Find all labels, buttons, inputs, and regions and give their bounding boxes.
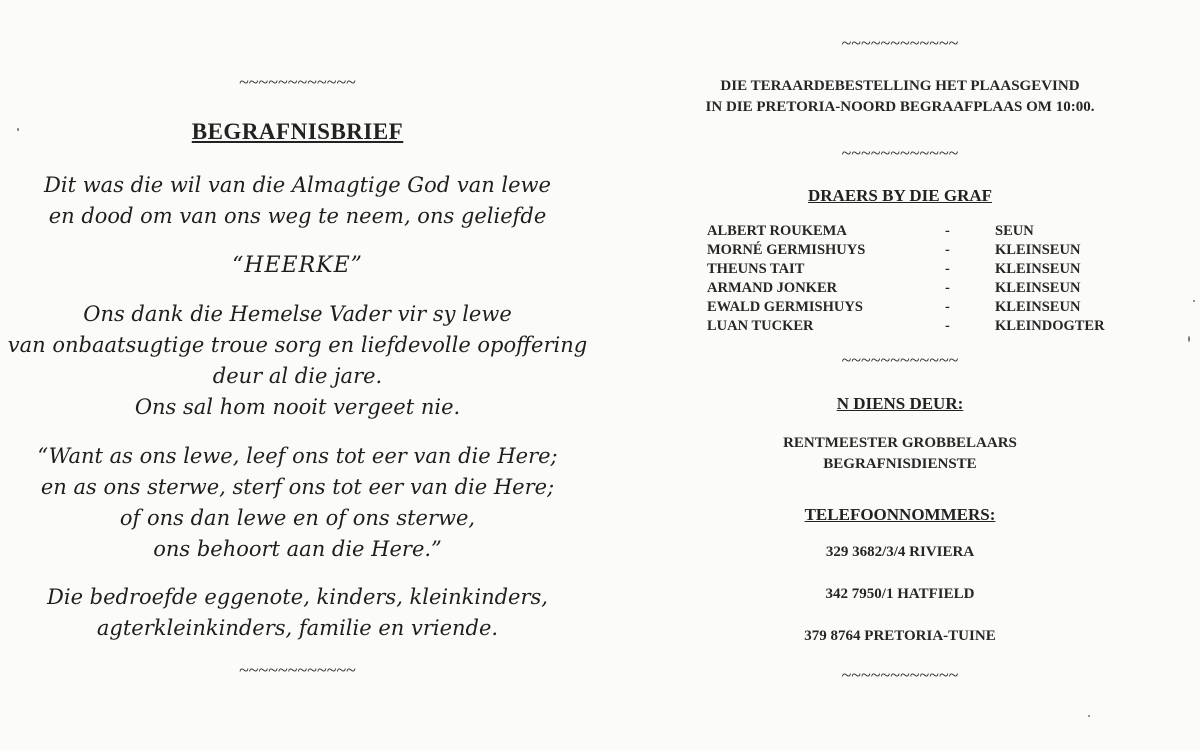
divider-3: ~~~~~~~~~~~~ (841, 350, 959, 370)
bearer-name: THEUNS TAIT (707, 261, 805, 277)
right-panel (600, 0, 1200, 750)
verse-paragraph (0, 441, 595, 565)
verse-line: “Want as ons lewe, leef ons tot eer van die Here; (37, 444, 558, 468)
bearer-dash: - (945, 242, 950, 258)
phone-number: 342 7950/1 HATFIELD (825, 586, 975, 602)
bearer-dash: - (945, 299, 950, 315)
scan-speck (1188, 336, 1190, 342)
divider-2: ~~~~~~~~~~~~ (841, 143, 959, 163)
scan-speck (1088, 715, 1090, 717)
bearer-relation: KLEINSEUN (995, 299, 1081, 315)
service-line: BEGRAFNISDIENSTE (823, 456, 977, 472)
table-row (707, 260, 1137, 279)
bearer-dash: - (945, 261, 950, 277)
bearer-relation: KLEINDOGTER (995, 318, 1105, 334)
verse-line: en as ons sterwe, sterf ons tot eer van die Here; (40, 475, 555, 499)
bearer-dash: - (945, 318, 950, 334)
deceased-name (0, 250, 595, 281)
table-row (707, 298, 1137, 317)
phones-heading: TELEFOONNOMMERS: (804, 505, 996, 524)
name-line: “HEERKE” (232, 253, 363, 278)
family-line: Die bedroefde eggenote, kinders, kleinkinders, (47, 585, 548, 609)
divider-1: ~~~~~~~~~~~~ (841, 33, 959, 53)
burial-line: DIE TERAARDEBESTELLING HET PLAASGEVIND (720, 78, 1080, 94)
bearer-relation: KLEINSEUN (995, 280, 1081, 296)
bearer-name: LUAN TUCKER (707, 318, 814, 334)
page-title: BEGRAFNISBRIEF (191, 119, 404, 144)
thanks-line: Ons sal hom nooit vergeet nie. (134, 395, 461, 419)
bearer-relation: KLEINSEUN (995, 261, 1081, 277)
bearer-relation: KLEINSEUN (995, 242, 1081, 258)
phone-number: 329 3682/3/4 RIVIERA (825, 544, 975, 560)
bearer-name: MORNÉ GERMISHUYS (707, 242, 866, 258)
bearer-name: ARMAND JONKER (707, 280, 838, 296)
left-panel (0, 0, 595, 750)
bearers-table (707, 222, 1137, 336)
thanks-line: van onbaatsugtige troue sorg en liefdevolle opoffering (7, 333, 588, 357)
burial-line: IN DIE PRETORIA-NOORD BEGRAAFPLAAS OM 10:00. (705, 99, 1095, 115)
family-line: agterkleinkinders, familie en vriende. (96, 616, 499, 640)
phone-number: 379 8764 PRETORIA-TUINE (804, 628, 996, 644)
bearer-name: EWALD GERMISHUYS (707, 299, 863, 315)
table-row (707, 222, 1137, 241)
verse-line: of ons dan lewe en of ons sterwe, (119, 506, 476, 530)
intro-line: Dit was die wil van die Almagtige God van lewe (44, 173, 551, 197)
divider-4: ~~~~~~~~~~~~ (841, 665, 959, 685)
table-row (707, 241, 1137, 260)
thanks-paragraph (0, 299, 595, 423)
divider-top: ~~~~~~~~~~~~ (239, 72, 356, 92)
thanks-line: Ons dank die Hemelse Vader vir sy lewe (83, 302, 512, 326)
bearer-dash: - (945, 280, 950, 296)
bearer-relation: SEUN (995, 223, 1034, 239)
scan-speck (17, 128, 19, 131)
table-row (707, 317, 1137, 336)
burial-notice (600, 76, 1200, 118)
service-heading: N DIENS DEUR: (836, 394, 964, 413)
bearers-heading: DRAERS BY DIE GRAF (807, 186, 993, 205)
family-paragraph (0, 582, 595, 644)
intro-paragraph (0, 170, 595, 232)
bearer-dash: - (945, 223, 950, 239)
intro-line: en dood om van ons weg te neem, ons geliefde (48, 204, 547, 228)
scan-speck (1193, 300, 1195, 302)
divider-bottom: ~~~~~~~~~~~~ (239, 660, 356, 680)
table-row (707, 279, 1137, 298)
verse-line: ons behoort aan die Here.” (153, 537, 442, 561)
service-line: RENTMEESTER GROBBELAARS (783, 435, 1017, 451)
bearer-name: ALBERT ROUKEMA (707, 223, 847, 239)
thanks-line: deur al die jare. (212, 364, 383, 388)
